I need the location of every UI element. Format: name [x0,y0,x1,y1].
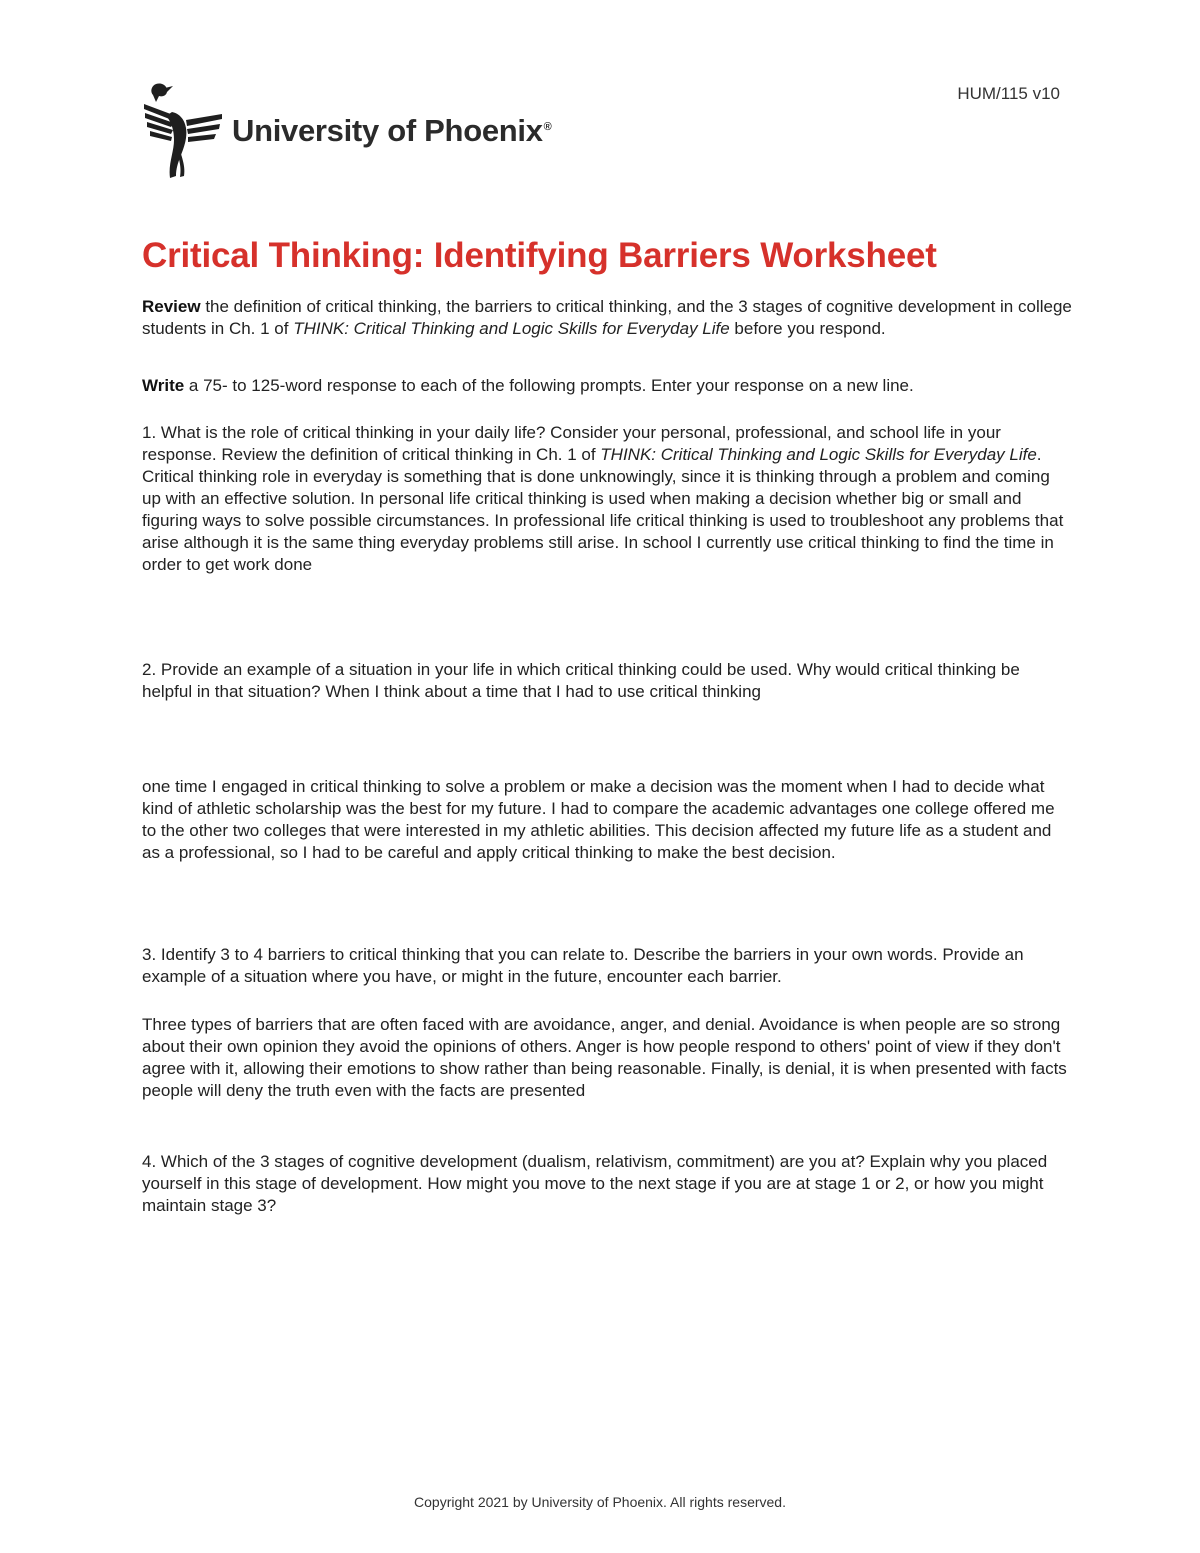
write-text: a 75- to 125-word response to each of the following prompts. Enter your response on a new line. [184,376,914,395]
question-3-answer: Three types of barriers that are often faced with are avoidance, anger, and denial. Avoidance is when people are so strong about their own opinion they avoid the opinions of others. Anger is how people respond to others' point of view if they don't agree with it, allowing their emotions to show rather than being reasonable. Finally, is denial, it is when presented with facts people will deny the truth even with the facts are presented [142,1015,1067,1100]
question-4-prompt: 4. Which of the 3 stages of cognitive development (dualism, relativism, commitment) are you at? Explain why you placed yourself in this stage of development. How might you move to the next stage if you are at stage 1 or 2, or how you might maintain stage 3? [142,1152,1048,1215]
course-code: HUM/115 v10 [957,84,1060,103]
question-2-prompt: 2. Provide an example of a situation in your life in which critical thinking could be used. Why would critical thinking be helpful in that situation? When I think about a time that I had to use critical thinking [142,660,1020,701]
write-label: Write [142,376,185,395]
question-1 [142,422,1072,576]
review-text-part-2: before you respond. [729,319,886,338]
copyright-footer: Copyright 2021 by University of Phoenix. All rights reserved. [414,1494,786,1510]
review-instruction [142,296,1072,340]
question-1-book-title: THINK: Critical Thinking and Logic Skills for Everyday Life [600,445,1037,464]
write-instruction [142,375,1072,397]
question-3-prompt: 3. Identify 3 to 4 barriers to critical thinking that you can relate to. Describe the barriers in your own words. Provide an example of a situation where you have, or might in the future, encounter each barrier. [142,945,1024,986]
book-title: THINK: Critical Thinking and Logic Skills for Everyday Life [293,319,730,338]
university-logo [142,82,551,180]
logo-wordmark-text: University of Phoenix [232,113,543,148]
logo-wordmark [232,113,551,149]
review-label: Review [142,297,201,316]
question-1-answer: . Critical thinking role in everyday is something that is done unknowingly, since it is thinking through a problem and coming up with an effective solution. In personal life critical thinking is used when making a decision whether big or small and figuring ways to solve possible circumstances. In professional life critical thinking is used to troubleshoot any problems that arise although it is the same thing everyday problems still arise. In school I currently use critical thinking to find the time in order to get work done [142,445,1064,574]
question-1-prompt: 1. What is the role of critical thinking in your daily life? Consider your personal, professional, and school life in your response. Review the definition of critical thinking in Ch. 1 of [142,423,1001,464]
document-title: Critical Thinking: Identifying Barriers Worksheet [142,236,937,275]
registered-mark: ® [543,120,552,133]
phoenix-logo-icon [142,82,224,180]
question-2-answer: one time I engaged in critical thinking to solve a problem or make a decision was the moment when I had to decide what kind of athletic scholarship was the best for my future. I had to compare the academic advantages one college offered me to the other two colleges that were interested in my athletic abilities. This decision affected my future life as a student and as a professional, so I had to be careful and apply critical thinking to make the best decision. [142,777,1055,862]
review-text-part-1: the definition of critical thinking, the barriers to critical thinking, and the 3 stages of cognitive development in college students in Ch. 1 of [142,297,1072,338]
